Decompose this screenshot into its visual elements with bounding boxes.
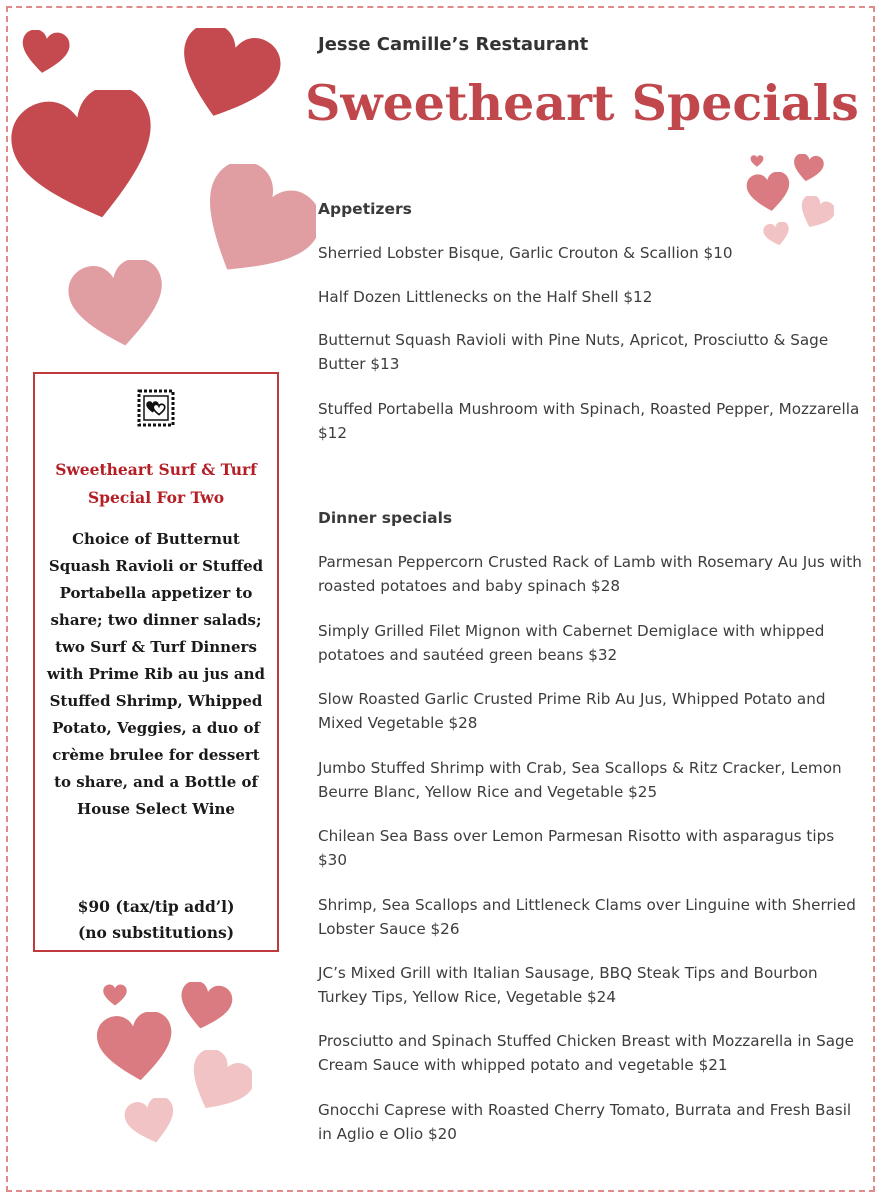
heart-icon: [186, 1050, 252, 1116]
heart-icon: [8, 90, 166, 222]
dinner-item: Prosciutto and Spinach Stuffed Chicken Breast with Mozzarella in Sage Cream Sauce with whipped potato and vegetable $21: [318, 1032, 855, 1074]
heart-icon: [96, 1012, 176, 1082]
special-price: [35, 894, 277, 946]
heart-icon: [798, 196, 834, 230]
heart-icon: [124, 1098, 178, 1144]
dinner-heading: Dinner specials: [318, 509, 453, 527]
special-price-note: (no substitutions): [77, 923, 235, 942]
appetizer-item: Butternut Squash Ravioli with Pine Nuts, Apricot, Prosciutto & Sage Butter $13: [318, 331, 829, 373]
dinner-item: Slow Roasted Garlic Crusted Prime Rib Au Jus, Whipped Potato and Mixed Vegetable $28: [318, 690, 826, 732]
appetizer-item: Stuffed Portabella Mushroom with Spinach, Roasted Pepper, Mozzarella $12: [318, 400, 860, 442]
page-title: Sweetheart Specials: [305, 74, 859, 132]
heart-icon: [18, 30, 72, 74]
special-price-line: $90 (tax/tip add’l): [77, 897, 235, 916]
dinner-item: Simply Grilled Filet Mignon with Cabernet Demiglace with whipped potatoes and sautéed green beans $32: [318, 622, 825, 664]
special-title: [35, 456, 277, 512]
dinner-item: Parmesan Peppercorn Crusted Rack of Lamb with Rosemary Au Jus with roasted potatoes and baby spinach $28: [318, 553, 862, 595]
dinner-item: Gnocchi Caprese with Roasted Cherry Tomato, Burrata and Fresh Basil in Aglio e Olio $20: [318, 1101, 852, 1143]
heart-icon: [102, 984, 128, 1006]
heart-icon: [792, 154, 824, 182]
restaurant-name: Jesse Camille’s Restaurant: [318, 34, 589, 55]
special-description: Choice of Butternut Squash Ravioli or Stuffed Portabella appetizer to share; two dinner salads; two Surf & Turf Dinners with Prime Rib au jus and Stuffed Shrimp, Whipped Potato, Veggies, a duo of crème brulee for dessert to share, and a Bottle of House Select Wine: [46, 530, 266, 818]
appetizers-heading: Appetizers: [318, 200, 412, 218]
dinner-item: Shrimp, Sea Scallops and Littleneck Clams over Linguine with Sherried Lobster Sauce $26: [318, 896, 856, 938]
heart-icon: [746, 172, 792, 212]
heart-icon: [176, 982, 234, 1030]
dinner-item: JC’s Mixed Grill with Italian Sausage, BBQ Steak Tips and Bourbon Turkey Tips, Yellow Rice, Vegetable $24: [318, 964, 818, 1006]
dinner-item: Chilean Sea Bass over Lemon Parmesan Risotto with asparagus tips $30: [318, 827, 835, 869]
heart-icon: [172, 28, 282, 120]
special-title-line: Special For Two: [87, 488, 225, 507]
appetizer-item: Sherried Lobster Bisque, Garlic Crouton & Scallion $10: [318, 244, 733, 262]
special-title-line: Sweetheart Surf & Turf: [55, 460, 257, 479]
dinner-item: Jumbo Stuffed Shrimp with Crab, Sea Scallops & Ritz Cracker, Lemon Beurre Blanc, Yellow Rice and Vegetable $25: [318, 759, 842, 801]
heart-icon: [66, 260, 170, 348]
surf-turf-special-box: [33, 372, 279, 952]
appetizer-item: Half Dozen Littlenecks on the Half Shell $12: [318, 288, 653, 306]
heart-icon: [194, 164, 316, 286]
hearts-stamp-icon: [136, 388, 176, 428]
heart-icon: [750, 155, 764, 167]
